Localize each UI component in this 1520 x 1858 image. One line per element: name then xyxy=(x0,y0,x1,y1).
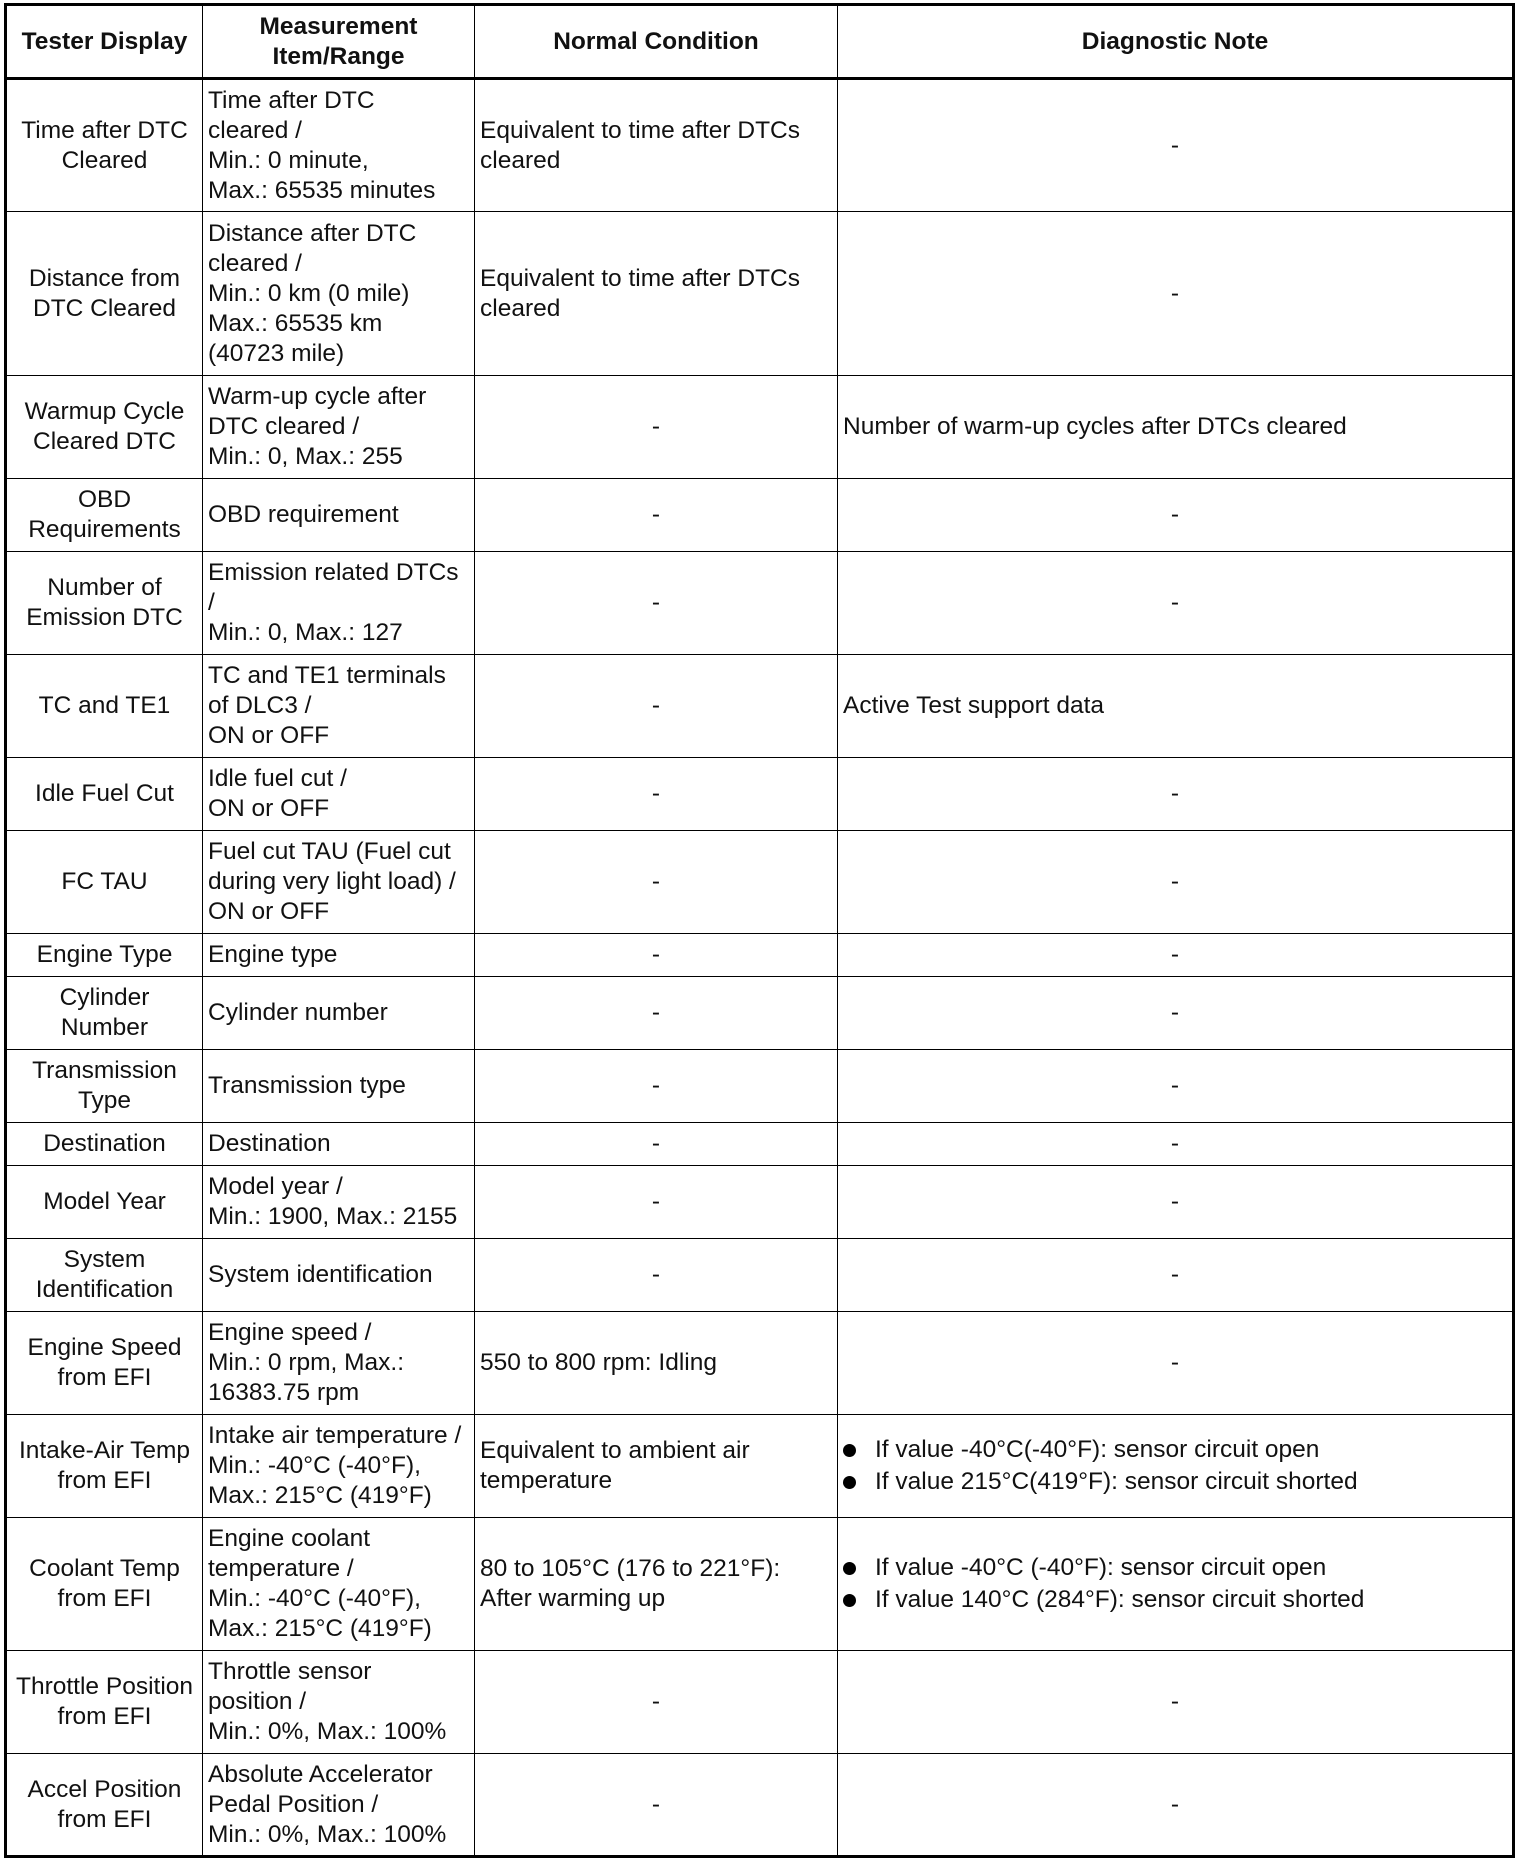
diagnostic-note-cell: - xyxy=(838,1651,1514,1754)
header-tester-display: Tester Display xyxy=(6,5,203,79)
tester-display-cell: Distance from DTC Cleared xyxy=(6,212,203,376)
tester-display-cell: Number of Emission DTC xyxy=(6,552,203,655)
table-row xyxy=(6,479,1514,552)
normal-condition-cell: - xyxy=(475,479,838,552)
tester-display-cell: Destination xyxy=(6,1123,203,1166)
table-row xyxy=(6,934,1514,977)
measurement-cell: Idle fuel cut / ON or OFF xyxy=(203,758,475,831)
tester-display-cell: Idle Fuel Cut xyxy=(6,758,203,831)
table-row xyxy=(6,1754,1514,1857)
tester-display-cell: System Identification xyxy=(6,1239,203,1312)
table-row xyxy=(6,831,1514,934)
measurement-cell: Engine speed / Min.: 0 rpm, Max.: 16383.75 rpm xyxy=(203,1312,475,1415)
measurement-cell: Emission related DTCs / Min.: 0, Max.: 127 xyxy=(203,552,475,655)
measurement-cell: Throttle sensor position / Min.: 0%, Max.: 100% xyxy=(203,1651,475,1754)
diagnostic-note-cell: - xyxy=(838,758,1514,831)
measurement-cell: Model year / Min.: 1900, Max.: 2155 xyxy=(203,1166,475,1239)
diagnostic-note-cell: - xyxy=(838,977,1514,1050)
diagnostic-note-cell: - xyxy=(838,1312,1514,1415)
normal-condition-cell: - xyxy=(475,1166,838,1239)
diagnostic-note-cell xyxy=(838,1518,1514,1651)
diagnostic-note-cell: Number of warm-up cycles after DTCs cleared xyxy=(838,376,1514,479)
diagnostic-note-item: If value 140°C (284°F): sensor circuit shorted xyxy=(843,1584,1507,1616)
header-diagnostic-note: Diagnostic Note xyxy=(838,5,1514,79)
normal-condition-cell: - xyxy=(475,1651,838,1754)
table-row xyxy=(6,758,1514,831)
tester-display-cell: Engine Type xyxy=(6,934,203,977)
diagnostic-note-item: If value -40°C (-40°F): sensor circuit open xyxy=(843,1552,1507,1584)
tester-display-cell: Cylinder Number xyxy=(6,977,203,1050)
diagnostic-note-cell: - xyxy=(838,1754,1514,1857)
tester-display-cell: Time after DTC Cleared xyxy=(6,79,203,212)
diagnostic-note-cell: - xyxy=(838,1166,1514,1239)
diagnostic-note-cell: - xyxy=(838,552,1514,655)
measurement-cell: Engine coolant temperature / Min.: -40°C (-40°F), Max.: 215°C (419°F) xyxy=(203,1518,475,1651)
diagnostic-note-cell: - xyxy=(838,1239,1514,1312)
measurement-cell: Cylinder number xyxy=(203,977,475,1050)
diagnostic-note-cell: - xyxy=(838,934,1514,977)
diagnostic-note-item: If value -40°C(-40°F): sensor circuit open xyxy=(843,1434,1507,1466)
tester-display-cell: Model Year xyxy=(6,1166,203,1239)
measurement-cell: Distance after DTC cleared / Min.: 0 km (0 mile) Max.: 65535 km (40723 mile) xyxy=(203,212,475,376)
tester-display-cell: Intake-Air Temp from EFI xyxy=(6,1415,203,1518)
diagnostic-note-cell xyxy=(838,1415,1514,1518)
tester-display-cell: TC and TE1 xyxy=(6,655,203,758)
measurement-cell: TC and TE1 terminals of DLC3 / ON or OFF xyxy=(203,655,475,758)
table-row xyxy=(6,552,1514,655)
diagnostic-note-cell: Active Test support data xyxy=(838,655,1514,758)
table-row xyxy=(6,1312,1514,1415)
table-row xyxy=(6,655,1514,758)
normal-condition-cell: - xyxy=(475,831,838,934)
data-list-table xyxy=(4,3,1515,1858)
normal-condition-cell: - xyxy=(475,977,838,1050)
normal-condition-cell: - xyxy=(475,655,838,758)
normal-condition-cell: - xyxy=(475,376,838,479)
table-row xyxy=(6,1239,1514,1312)
measurement-cell: Time after DTC cleared / Min.: 0 minute, Max.: 65535 minutes xyxy=(203,79,475,212)
normal-condition-cell: - xyxy=(475,1239,838,1312)
tester-display-cell: Accel Position from EFI xyxy=(6,1754,203,1857)
normal-condition-cell: - xyxy=(475,1050,838,1123)
table-row xyxy=(6,1166,1514,1239)
tester-display-cell: Warmup Cycle Cleared DTC xyxy=(6,376,203,479)
measurement-cell: Absolute Accelerator Pedal Position / Min.: 0%, Max.: 100% xyxy=(203,1754,475,1857)
measurement-cell: Fuel cut TAU (Fuel cut during very light load) / ON or OFF xyxy=(203,831,475,934)
table-row xyxy=(6,376,1514,479)
measurement-cell: Warm-up cycle after DTC cleared / Min.: 0, Max.: 255 xyxy=(203,376,475,479)
diagnostic-note-cell: - xyxy=(838,212,1514,376)
measurement-cell: Transmission type xyxy=(203,1050,475,1123)
normal-condition-cell: - xyxy=(475,552,838,655)
table-row xyxy=(6,1050,1514,1123)
data-list-sheet xyxy=(4,3,1512,1848)
normal-condition-cell: Equivalent to time after DTCs cleared xyxy=(475,212,838,376)
diagnostic-note-item: If value 215°C(419°F): sensor circuit shorted xyxy=(843,1466,1507,1498)
tester-display-cell: Throttle Position from EFI xyxy=(6,1651,203,1754)
diagnostic-note-cell: - xyxy=(838,479,1514,552)
normal-condition-cell: Equivalent to ambient air temperature xyxy=(475,1415,838,1518)
table-row xyxy=(6,212,1514,376)
tester-display-cell: Transmission Type xyxy=(6,1050,203,1123)
measurement-cell: Intake air temperature / Min.: -40°C (-40°F), Max.: 215°C (419°F) xyxy=(203,1415,475,1518)
tester-display-cell: Coolant Temp from EFI xyxy=(6,1518,203,1651)
normal-condition-cell: Equivalent to time after DTCs cleared xyxy=(475,79,838,212)
diagnostic-note-cell: - xyxy=(838,1050,1514,1123)
table-row xyxy=(6,79,1514,212)
normal-condition-cell: - xyxy=(475,758,838,831)
table-row xyxy=(6,1415,1514,1518)
diagnostic-note-list xyxy=(843,1552,1507,1616)
normal-condition-cell: - xyxy=(475,1754,838,1857)
measurement-cell: Destination xyxy=(203,1123,475,1166)
tester-display-cell: Engine Speed from EFI xyxy=(6,1312,203,1415)
header-measurement-item-range: Measurement Item/Range xyxy=(203,5,475,79)
diagnostic-note-cell: - xyxy=(838,1123,1514,1166)
table-row xyxy=(6,977,1514,1050)
normal-condition-cell: - xyxy=(475,1123,838,1166)
tester-display-cell: OBD Requirements xyxy=(6,479,203,552)
table-row xyxy=(6,1651,1514,1754)
diagnostic-note-cell: - xyxy=(838,79,1514,212)
table-row xyxy=(6,1518,1514,1651)
header-normal-condition: Normal Condition xyxy=(475,5,838,79)
normal-condition-cell: - xyxy=(475,934,838,977)
measurement-cell: Engine type xyxy=(203,934,475,977)
measurement-cell: System identification xyxy=(203,1239,475,1312)
normal-condition-cell: 550 to 800 rpm: Idling xyxy=(475,1312,838,1415)
table-row xyxy=(6,1123,1514,1166)
diagnostic-note-list xyxy=(843,1434,1507,1498)
normal-condition-cell: 80 to 105°C (176 to 221°F): After warming up xyxy=(475,1518,838,1651)
tester-display-cell: FC TAU xyxy=(6,831,203,934)
diagnostic-note-cell: - xyxy=(838,831,1514,934)
header-row xyxy=(6,5,1514,79)
measurement-cell: OBD requirement xyxy=(203,479,475,552)
